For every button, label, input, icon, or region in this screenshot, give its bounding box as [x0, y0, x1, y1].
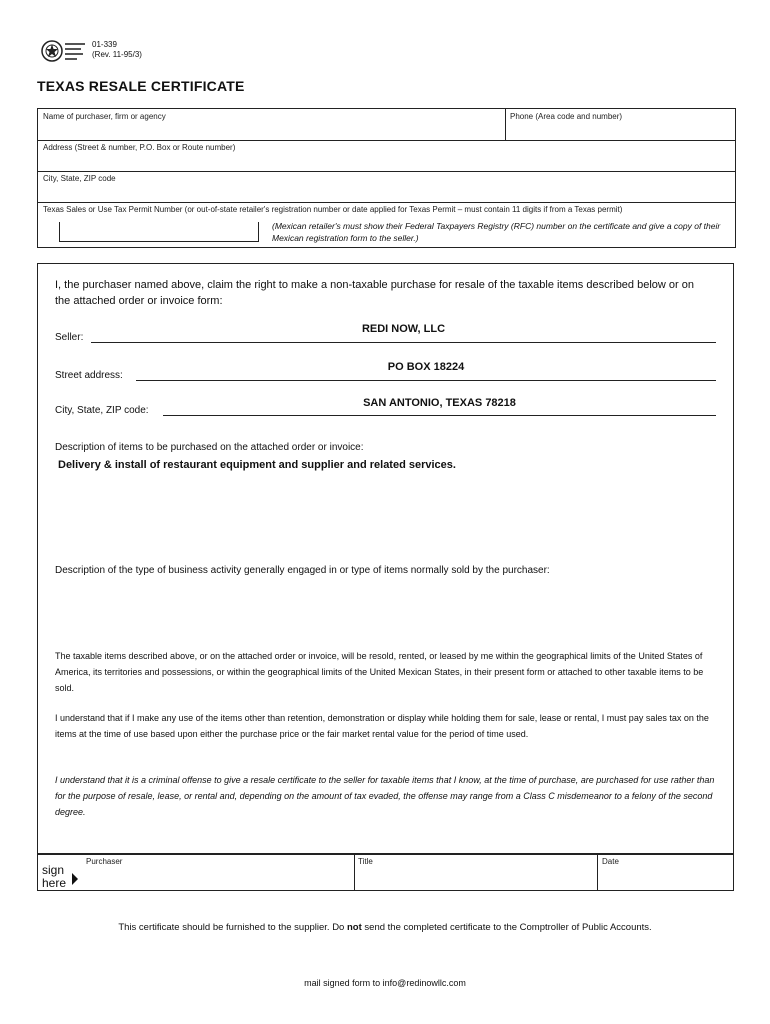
seller-city-label: City, State, ZIP code: — [55, 405, 149, 416]
business-activity-label: Description of the type of business activity generally engaged in or type of items normally sold by the purchaser: — [55, 565, 550, 576]
purchaser-signature-field[interactable]: Purchaser — [86, 857, 123, 866]
seller-city-value[interactable]: SAN ANTONIO, TEXAS 78218 — [363, 397, 516, 409]
sig-divider-2 — [597, 854, 598, 890]
street-address-label: Street address: — [55, 370, 123, 381]
title-field[interactable]: Title — [358, 857, 373, 866]
row-divider-1 — [38, 140, 735, 141]
seller-line — [91, 342, 716, 343]
items-description-value[interactable]: Delivery & install of restaurant equipment and supplier and related services. — [58, 459, 456, 471]
claim-statement: I, the purchaser named above, claim the right to make a non-taxable purchase for resale of the taxable items described below or on the attached order or invoice form: — [55, 279, 694, 307]
purchaser-name-field[interactable]: Name of purchaser, firm or agency — [43, 112, 166, 121]
revision-text: (Rev. 11-95/3) — [92, 50, 142, 59]
phone-field[interactable]: Phone (Area code and number) — [510, 112, 623, 121]
sign-text: sign — [42, 863, 65, 877]
pointer-arrow-icon — [71, 872, 79, 890]
row-divider-2 — [38, 171, 735, 172]
notice-text-bold: not — [346, 922, 362, 933]
seller-value[interactable]: REDI NOW, LLC — [361, 323, 446, 335]
resold-statement: The taxable items described above, or on the attached order or invoice, will be resold, rented, or leased by me within the geographical limits of the United States of America, its territories and possessions, or within the geographical limits of the United Mexican States, in their present form or attached to other taxable items to be sold. — [55, 651, 704, 693]
items-description-label: Description of items to be purchased on the attached order or invoice: — [55, 442, 364, 453]
notice-text-start: This certificate should be furnished to the supplier. Do — [118, 922, 347, 933]
city-state-zip-field[interactable]: City, State, ZIP code — [43, 174, 116, 183]
form-number-text: 01-339 — [92, 40, 117, 49]
street-address-line — [136, 380, 716, 381]
permit-number-label: Texas Sales or Use Tax Permit Number (or out-of-state retailer's registration number or date applied for Texas Permit – must contain 11 digits if from a Texas permit) — [43, 205, 623, 214]
permit-number-input[interactable] — [59, 222, 259, 242]
street-address-value[interactable]: PO BOX 18224 — [387, 361, 465, 373]
row-divider-3 — [38, 202, 735, 203]
seller-label: Seller: — [55, 332, 84, 343]
resale-claim-section — [37, 263, 734, 855]
sig-divider-1 — [354, 854, 355, 890]
date-field[interactable]: Date — [602, 857, 619, 866]
page-title: TEXAS RESALE CERTIFICATE — [37, 78, 245, 94]
notice-text-end: send the completed certificate to the Comptroller of Public Accounts. — [361, 922, 652, 933]
sign-here-marker — [42, 864, 66, 890]
supplier-notice — [0, 922, 770, 933]
phone-divider — [505, 109, 506, 140]
use-tax-statement: I understand that if I make any use of the items other than retention, demonstration or display while holding them for sale, lease or rental, I must pay sales tax on the items at the time of use based upon either the purchase price or the fair market rental value for the period of time used. — [55, 713, 709, 739]
form-number — [92, 40, 142, 60]
mexican-retailer-note: (Mexican retailer's must show their Federal Taxpayers Registry (RFC) number on the certificate and give a copy of their Mexican registration form to the seller.) — [272, 221, 721, 243]
mail-note: mail signed form to info@redinowllc.com — [304, 978, 466, 988]
address-field[interactable]: Address (Street & number, P.O. Box or Route number) — [43, 143, 236, 152]
here-text: here — [42, 876, 67, 890]
comptroller-seal-logo — [40, 38, 88, 64]
seller-city-line — [163, 415, 716, 416]
signature-table — [37, 853, 734, 891]
business-activity-field[interactable] — [55, 580, 715, 640]
criminal-offense-statement: I understand that it is a criminal offense to give a resale certificate to the seller for taxable items that I know, at the time of purchase, are purchased for use rather than for the purpose of resale, lease, or rental and, depending on the amount of tax evaded, the offense may range from a Class C misdemeanor to a felony of the second degree. — [55, 775, 715, 817]
